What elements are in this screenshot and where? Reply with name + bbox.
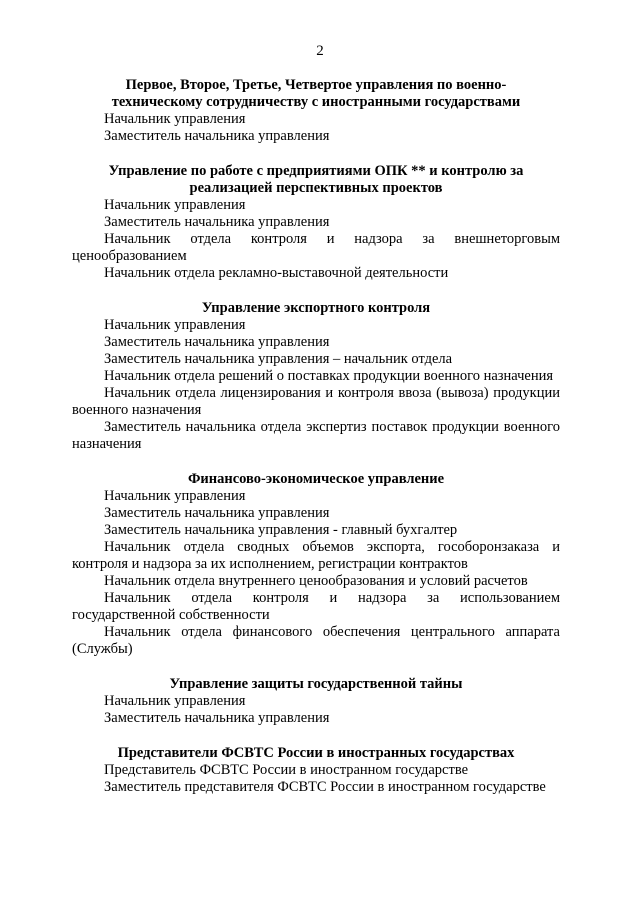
section-title-line: Первое, Второе, Третье, Четвертое управления по военно- — [125, 77, 507, 93]
section-title-line: реализацией перспективных проектов — [189, 180, 443, 196]
section-title-line: техническому сотрудничеству с иностранными государствами — [111, 94, 521, 110]
position-item: Заместитель начальника управления — [104, 334, 330, 350]
position-item: Начальник отдела внутреннего ценообразования и условий расчетов — [104, 573, 528, 589]
position-item: Заместитель начальника управления — [104, 128, 330, 144]
page-number: 2 — [316, 43, 324, 59]
section-opk-department — [72, 163, 560, 282]
position-item: Начальник управления — [104, 488, 246, 504]
section-finance-economics — [72, 471, 560, 658]
position-item: Заместитель начальника управления — [104, 710, 330, 726]
position-item: Начальник отдела сводных объемов экспорта, гособоронзаказа и контроля и надзора за их исполнением, регистрации контрактов — [72, 539, 560, 572]
section-cooperation-departments — [72, 77, 560, 145]
position-item: Заместитель начальника управления — [104, 505, 330, 521]
position-item: Начальник отдела лицензирования и контроля ввоза (вывоза) продукции военного назначения — [72, 385, 560, 418]
position-item: Заместитель начальника отдела экспертиз поставок продукции военного назначения — [72, 419, 560, 452]
section-export-control — [72, 300, 560, 453]
position-item: Представитель ФСВТС России в иностранном государстве — [104, 762, 469, 778]
position-item: Начальник управления — [104, 197, 246, 213]
section-title-line: Финансово-экономическое управление — [187, 471, 445, 487]
section-title-line: Управление по работе с предприятиями ОПК ** и контролю за — [108, 163, 524, 179]
position-item: Начальник управления — [104, 693, 246, 709]
section-state-secret-protection — [72, 676, 560, 727]
position-item: Заместитель начальника управления - главный бухгалтер — [104, 522, 458, 538]
position-item: Начальник управления — [104, 111, 246, 127]
position-item: Заместитель начальника управления — [104, 214, 330, 230]
section-title-line: Управление защиты государственной тайны — [169, 676, 463, 692]
position-item: Начальник отдела финансового обеспечения центрального аппарата (Службы) — [72, 624, 560, 657]
document-body — [72, 77, 560, 796]
section-title-line: Представители ФСВТС России в иностранных государствах — [117, 745, 515, 761]
position-item: Начальник управления — [104, 317, 246, 333]
section-title-line: Управление экспортного контроля — [201, 300, 431, 316]
position-item: Заместитель представителя ФСВТС России в иностранном государстве — [104, 779, 546, 795]
position-item: Начальник отдела решений о поставках продукции военного назначения — [104, 368, 554, 384]
section-foreign-representatives — [72, 745, 560, 796]
position-item: Начальник отдела контроля и надзора за внешнеторговым ценообразованием — [72, 231, 560, 264]
position-item: Начальник отдела рекламно-выставочной деятельности — [104, 265, 449, 281]
position-item: Заместитель начальника управления – начальник отдела — [104, 351, 453, 367]
position-item: Начальник отдела контроля и надзора за использованием государственной собственности — [72, 590, 560, 623]
